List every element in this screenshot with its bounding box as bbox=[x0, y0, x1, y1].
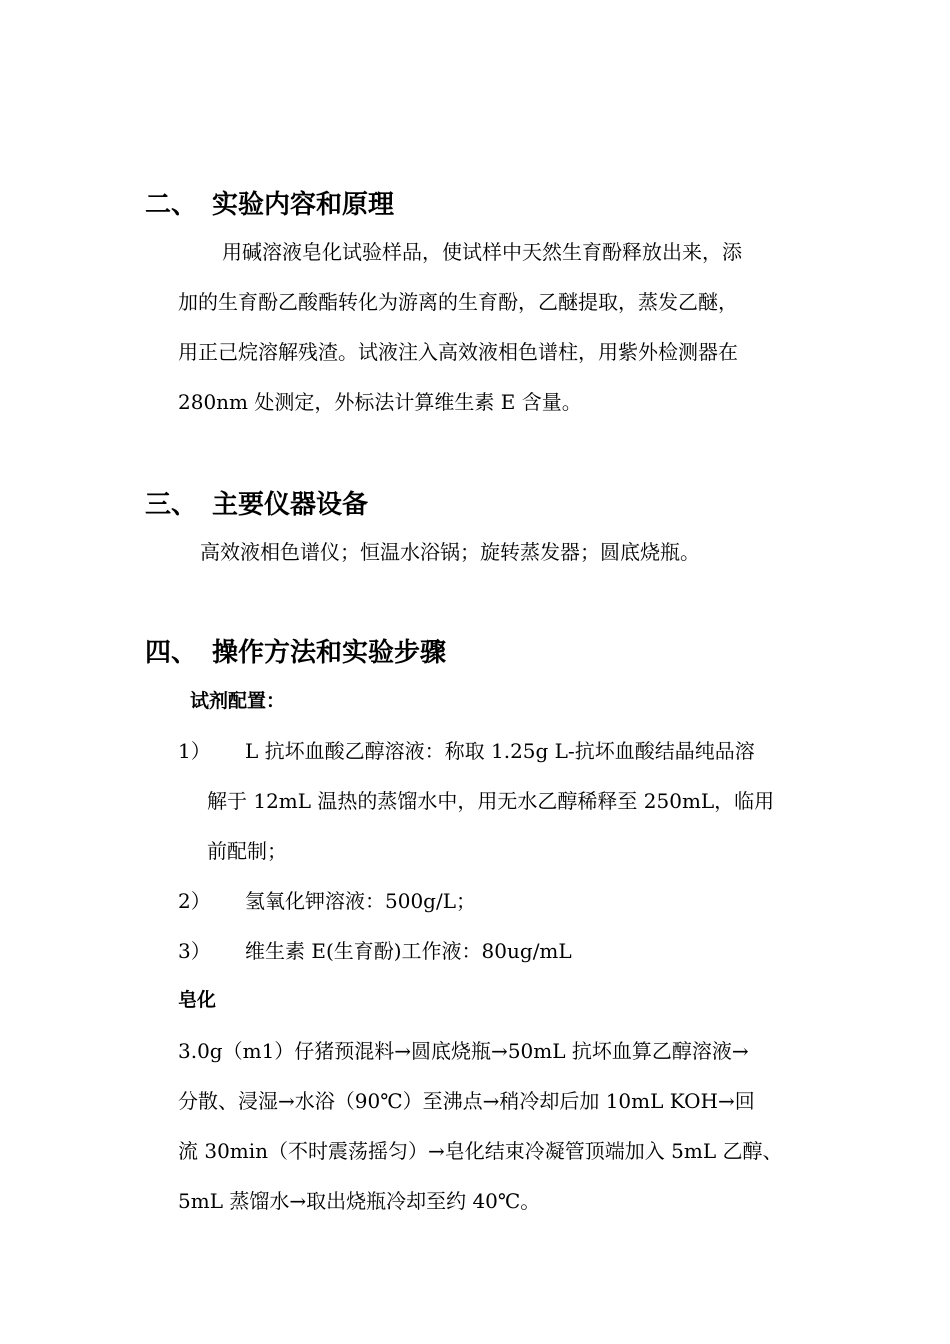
section-2-number: 二、 bbox=[145, 190, 198, 220]
section-3-title: 主要仪器设备 bbox=[212, 490, 369, 520]
section-2-line-1: 用碱溶液皂化试验样品，使试样中天然生育酚释放出来，添 bbox=[222, 240, 742, 264]
item-1-line-3: 前配制； bbox=[207, 839, 287, 863]
section-3-number: 三、 bbox=[145, 490, 198, 520]
section-4-title: 操作方法和实验步骤 bbox=[212, 638, 447, 668]
section-2-line-2: 加的生育酚乙酸酯转化为游离的生育酚，乙醚提取，蒸发乙醚， bbox=[178, 290, 738, 314]
item-1-number: 1） bbox=[178, 739, 211, 763]
item-1-line-2: 解于 12mL 温热的蒸馏水中，用无水乙醇稀释至 250mL，临用 bbox=[207, 789, 775, 813]
item-3-line-1: 维生素 E(生育酚)工作液：80ug/mL bbox=[245, 939, 572, 963]
item-3-number: 3） bbox=[178, 939, 211, 963]
reagent-heading: 试剂配置： bbox=[190, 690, 286, 712]
saponification-line-4: 5mL 蒸馏水→取出烧瓶冷却至约 40℃。 bbox=[178, 1189, 541, 1213]
saponification-heading: 皂化 bbox=[178, 989, 217, 1011]
item-2-number: 2） bbox=[178, 889, 211, 913]
saponification-line-2: 分散、浸湿→水浴（90℃）至沸点→稍冷却后加 10mL KOH→回 bbox=[178, 1089, 755, 1113]
section-2-title: 实验内容和原理 bbox=[212, 190, 395, 220]
item-1-line-1: L 抗坏血酸乙醇溶液：称取 1.25g L-抗坏血酸结晶纯品溶 bbox=[245, 739, 755, 763]
item-2-line-1: 氢氧化钾溶液：500g/L； bbox=[245, 889, 476, 913]
section-2-line-4: 280nm 处测定，外标法计算维生素 E 含量。 bbox=[178, 390, 582, 414]
section-2-line-3: 用正己烷溶解残渣。试液注入高效液相色谱柱，用紫外检测器在 bbox=[178, 340, 738, 364]
saponification-line-3: 流 30min（不时震荡摇匀）→皂化结束冷凝管顶端加入 5mL 乙醇、 bbox=[178, 1139, 783, 1163]
section-3-line-1: 高效液相色谱仪；恒温水浴锅；旋转蒸发器；圆底烧瓶。 bbox=[200, 540, 700, 564]
section-4-number: 四、 bbox=[145, 638, 198, 668]
saponification-line-1: 3.0g（m1）仔猪预混料→圆底烧瓶→50mL 抗坏血算乙醇溶液→ bbox=[178, 1039, 749, 1063]
